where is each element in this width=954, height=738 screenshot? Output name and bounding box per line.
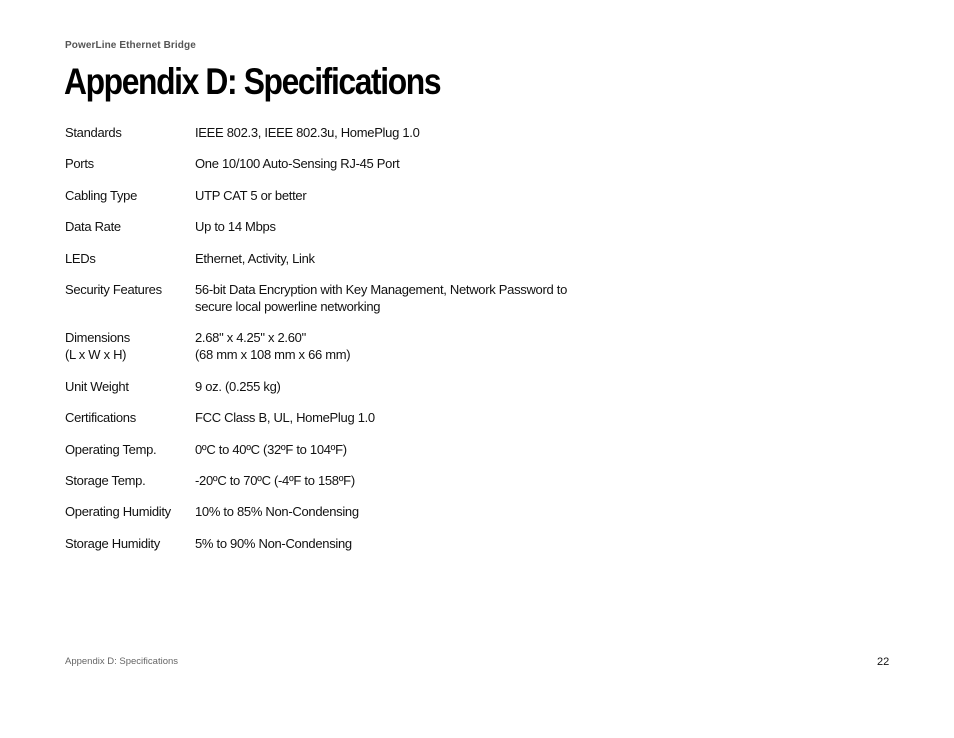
spec-value: FCC Class B, UL, HomePlug 1.0 [195, 410, 375, 426]
spec-label: Ports [65, 156, 94, 172]
spec-value: Ethernet, Activity, Link [195, 250, 315, 266]
spec-label: Operating Temp. [65, 441, 157, 457]
spec-row-standards [65, 124, 625, 141]
spec-value: -20ºC to 70ºC (-4ºF to 158ºF) [195, 472, 355, 488]
page-number: 22 [877, 656, 890, 668]
spec-row-security-features [65, 281, 625, 315]
spec-value: 0ºC to 40ºC (32ºF to 104ºF) [195, 441, 347, 457]
spec-row-unit-weight [65, 378, 625, 395]
spec-label: Unit Weight [65, 378, 129, 394]
spec-value: One 10/100 Auto-Sensing RJ-45 Port [195, 156, 400, 172]
spec-label: Operating Humidity [65, 504, 171, 520]
spec-row-storage-humidity [65, 535, 625, 552]
spec-label: Dimensions (L x W x H) [65, 330, 130, 363]
spec-row-certifications [65, 409, 625, 426]
spec-row-data-rate [65, 218, 625, 235]
spec-label: Cabling Type [65, 187, 138, 203]
spec-value: 10% to 85% Non-Condensing [195, 504, 359, 520]
spec-value: UTP CAT 5 or better [195, 187, 307, 203]
spec-row-operating-humidity [65, 503, 625, 520]
spec-value: 56-bit Data Encryption with Key Management, Network Password to secure local powerline networking [195, 281, 568, 314]
specifications-table [65, 124, 625, 566]
spec-label: Storage Humidity [65, 535, 160, 551]
spec-row-storage-temp [65, 472, 625, 489]
running-footer: Appendix D: Specifications [65, 656, 179, 667]
spec-label: Security Features [65, 281, 162, 297]
spec-value: 5% to 90% Non-Condensing [195, 535, 352, 551]
spec-value: 9 oz. (0.255 kg) [195, 378, 281, 394]
spec-row-cabling-type [65, 187, 625, 204]
spec-value: 2.68" x 4.25" x 2.60" (68 mm x 108 mm x 66 mm) [195, 330, 351, 363]
running-header: PowerLine Ethernet Bridge [65, 40, 196, 51]
spec-label: Certifications [65, 410, 136, 426]
page-title: Appendix D: Specifications [64, 61, 441, 102]
spec-label: LEDs [65, 250, 96, 266]
spec-label: Storage Temp. [65, 472, 146, 488]
spec-row-operating-temp [65, 441, 625, 458]
spec-label: Standards [65, 125, 122, 140]
spec-row-leds [65, 250, 625, 267]
spec-label: Data Rate [65, 219, 121, 235]
spec-value: IEEE 802.3, IEEE 802.3u, HomePlug 1.0 [195, 125, 420, 140]
spec-row-ports [65, 155, 625, 172]
spec-value: Up to 14 Mbps [195, 219, 276, 235]
spec-row-dimensions [65, 329, 625, 363]
